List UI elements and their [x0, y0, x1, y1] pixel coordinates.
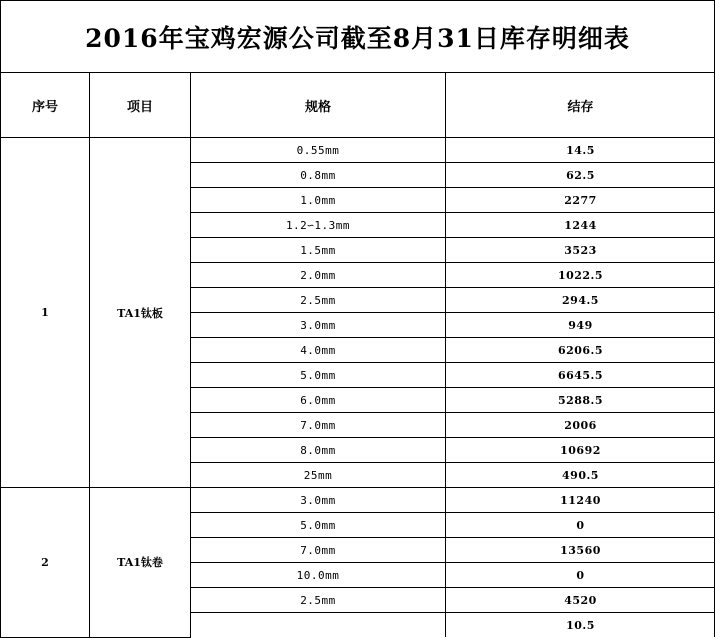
inventory-table	[0, 72, 715, 638]
header-item: 项目	[90, 73, 191, 138]
header-stock: 结存	[446, 73, 715, 138]
inventory-body	[1, 138, 715, 638]
spec-cell: 7.0mm	[191, 413, 446, 438]
item-cell: TA1钛卷	[90, 488, 191, 638]
stock-cell: 1022.5	[446, 263, 715, 288]
header-seq: 序号	[1, 73, 90, 138]
spec-cell: 2.0mm	[191, 263, 446, 288]
stock-cell: 6206.5	[446, 338, 715, 363]
spec-cell	[191, 613, 446, 638]
spec-cell: 3.0mm	[191, 488, 446, 513]
stock-cell: 1244	[446, 213, 715, 238]
spec-cell: 5.0mm	[191, 513, 446, 538]
stock-cell: 13560	[446, 538, 715, 563]
seq-cell: 1	[1, 138, 90, 488]
stock-cell: 2277	[446, 188, 715, 213]
stock-cell: 62.5	[446, 163, 715, 188]
spec-cell: 1.5mm	[191, 238, 446, 263]
spec-cell: 5.0mm	[191, 363, 446, 388]
spec-cell: 0.8mm	[191, 163, 446, 188]
seq-cell: 2	[1, 488, 90, 638]
stock-cell: 0	[446, 513, 715, 538]
sheet-title: 2016年宝鸡宏源公司截至8月31日库存明细表	[0, 0, 715, 72]
table-row	[1, 488, 715, 513]
header-spec: 规格	[191, 73, 446, 138]
stock-cell: 3523	[446, 238, 715, 263]
stock-cell: 949	[446, 313, 715, 338]
sheet-left-border	[0, 0, 1, 637]
stock-cell: 6645.5	[446, 363, 715, 388]
spec-cell: 6.0mm	[191, 388, 446, 413]
item-cell: TA1钛板	[90, 138, 191, 488]
stock-cell: 2006	[446, 413, 715, 438]
spec-cell: 2.5mm	[191, 588, 446, 613]
stock-cell: 294.5	[446, 288, 715, 313]
spec-cell: 25mm	[191, 463, 446, 488]
spec-cell: 8.0mm	[191, 438, 446, 463]
stock-cell: 14.5	[446, 138, 715, 163]
stock-cell: 4520	[446, 588, 715, 613]
spec-cell: 1.2∽1.3mm	[191, 213, 446, 238]
spec-cell: 0.55mm	[191, 138, 446, 163]
spec-cell: 4.0mm	[191, 338, 446, 363]
header-row	[1, 73, 715, 138]
table-row	[1, 138, 715, 163]
stock-cell: 11240	[446, 488, 715, 513]
spec-cell: 2.5mm	[191, 288, 446, 313]
stock-cell: 0	[446, 563, 715, 588]
spec-cell: 7.0mm	[191, 538, 446, 563]
spec-cell: 1.0mm	[191, 188, 446, 213]
stock-cell: 10692	[446, 438, 715, 463]
stock-cell: 10.5	[446, 613, 715, 638]
stock-cell: 5288.5	[446, 388, 715, 413]
spec-cell: 3.0mm	[191, 313, 446, 338]
stock-cell: 490.5	[446, 463, 715, 488]
spec-cell: 10.0mm	[191, 563, 446, 588]
